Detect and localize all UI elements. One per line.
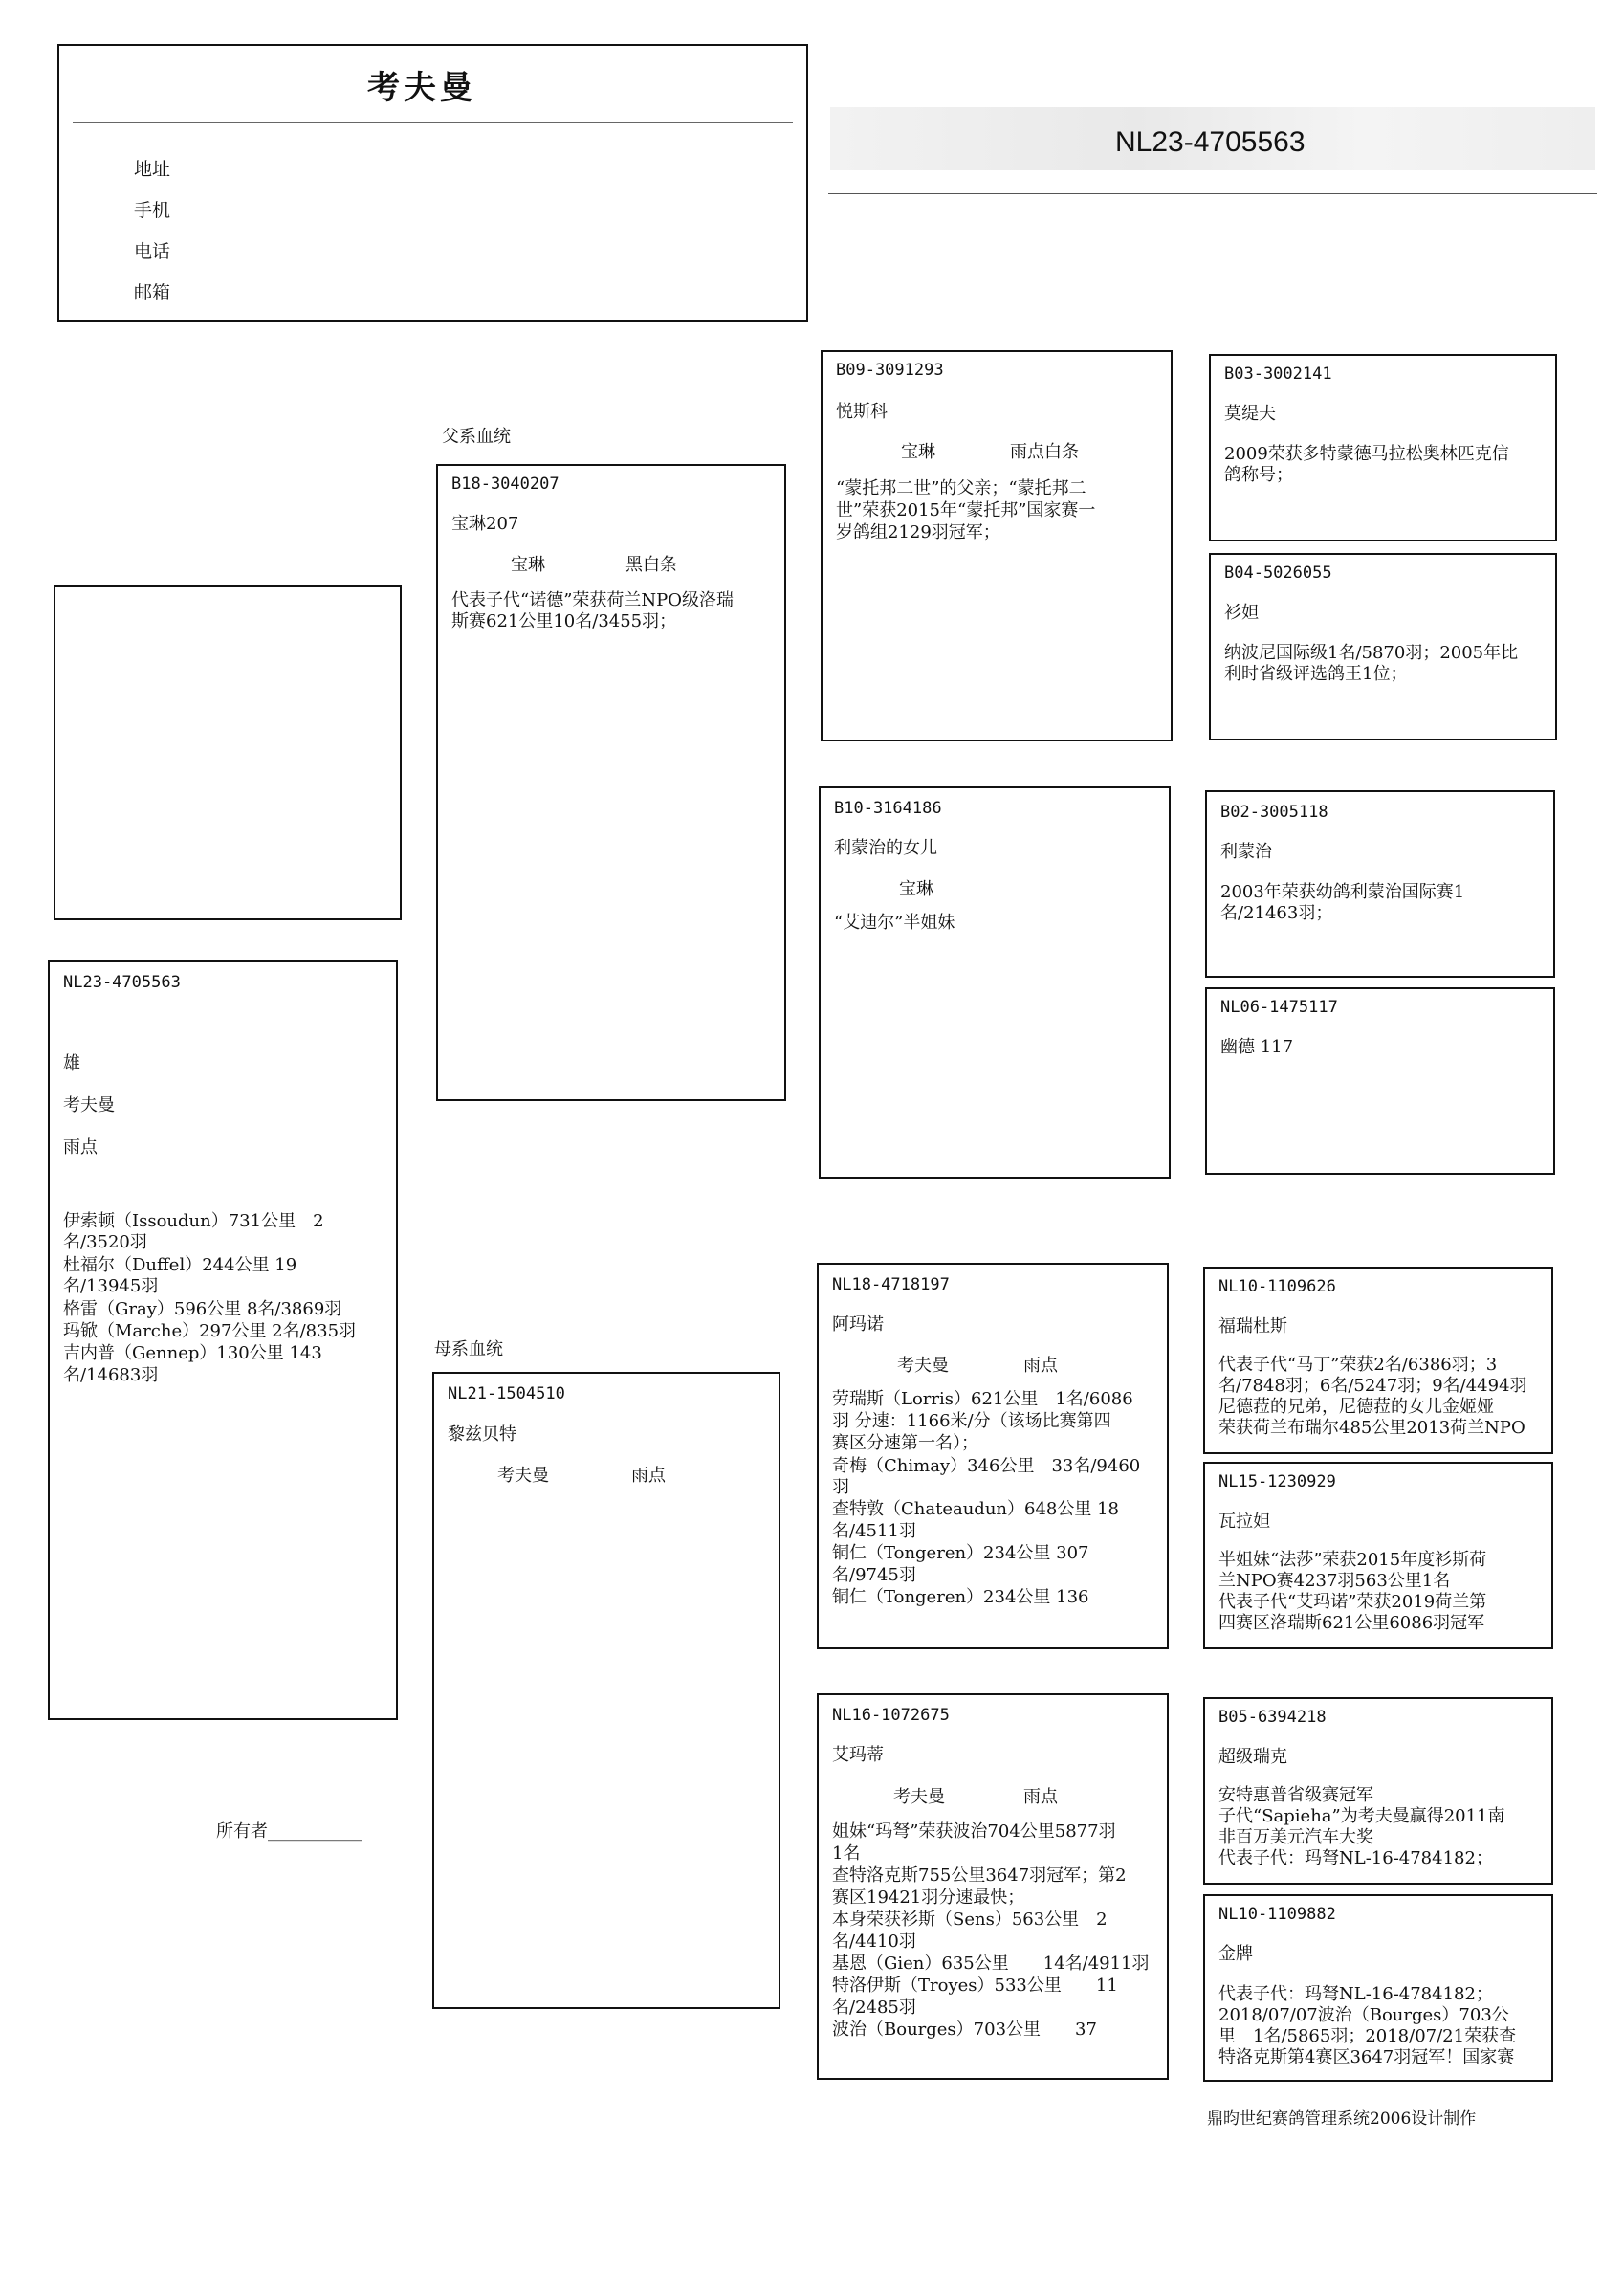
email-label: 邮箱 bbox=[134, 282, 171, 303]
result-line: 玛锨（Marche）297公里 2名/835羽 bbox=[63, 1321, 357, 1341]
subject-ring: NL23-4705563 bbox=[63, 973, 181, 992]
ggp-ring: B02-3005118 bbox=[1220, 803, 1328, 822]
dam-sire-card bbox=[817, 1263, 1169, 1649]
gp-note: 姐妹“玛弩”荣获波治704公里5877羽 bbox=[832, 1821, 1116, 1842]
ggp-card bbox=[1209, 553, 1557, 740]
result-line: 名/14683羽 bbox=[63, 1365, 159, 1385]
result-line: 杜福尔（Duffel）244公里 19 bbox=[63, 1255, 297, 1275]
gp-name: 阿玛诺 bbox=[832, 1314, 884, 1335]
gp-strain: 宝琳 bbox=[901, 442, 935, 462]
sire-color: 黑白条 bbox=[625, 555, 677, 575]
gp-ring: NL18-4718197 bbox=[832, 1275, 950, 1294]
ggp-card bbox=[1205, 987, 1555, 1175]
ring-number-rule bbox=[828, 193, 1597, 194]
gp-note: “蒙托邦二世”的父亲；“蒙托邦二 bbox=[836, 478, 1086, 498]
result-line: 格雷（Gray）596公里 8名/3869羽 bbox=[63, 1299, 342, 1319]
subject-color: 雨点 bbox=[63, 1137, 98, 1158]
ggp-card bbox=[1205, 790, 1555, 978]
subject-name: 考夫曼 bbox=[63, 1095, 115, 1115]
gp-note: “艾迪尔”半姐妹 bbox=[834, 913, 955, 933]
footer-credit: 鼎昀世纪赛鸽管理系统2006设计制作 bbox=[1207, 2109, 1477, 2129]
ggp-note: 代表子代：玛弩NL-16-4784182； bbox=[1218, 1984, 1493, 2004]
ggp-note: 名/21463羽； bbox=[1220, 903, 1333, 923]
subject-sex: 雄 bbox=[63, 1053, 80, 1073]
gp-note: 查特敦（Chateaudun）648公里 18 bbox=[832, 1499, 1119, 1519]
gp-note: 铜仁（Tongeren）234公里 307 bbox=[832, 1543, 1089, 1563]
gp-name: 艾玛蒂 bbox=[832, 1745, 884, 1765]
ggp-ring: NL10-1109882 bbox=[1218, 1905, 1336, 1924]
gp-ring: B10-3164186 bbox=[834, 799, 942, 818]
ggp-ring: NL06-1475117 bbox=[1220, 998, 1338, 1017]
ggp-note: 四赛区洛瑞斯621公里6086羽冠军 bbox=[1218, 1613, 1485, 1633]
result-line: 名/13945羽 bbox=[63, 1276, 159, 1296]
gp-note: 奇梅（Chimay）346公里 33名/9460 bbox=[832, 1456, 1141, 1476]
ggp-name: 衫妲 bbox=[1224, 603, 1259, 623]
gp-note: 赛区分速第一名）； bbox=[832, 1433, 978, 1453]
ggp-note: 名/7848羽；6名/5247羽；9名/4494羽 bbox=[1218, 1376, 1527, 1396]
ggp-note: 尼德菈的兄弟，尼德菈的女儿金姬娅 bbox=[1218, 1397, 1494, 1417]
gp-note: 查特洛克斯755公里3647羽冠军；第2 bbox=[832, 1866, 1127, 1886]
ggp-ring: B03-3002141 bbox=[1224, 364, 1332, 384]
ggp-name: 瓦拉妲 bbox=[1218, 1512, 1270, 1532]
gp-note: 羽 bbox=[832, 1477, 849, 1497]
gp-color: 雨点 bbox=[1023, 1356, 1058, 1376]
ggp-note: 2003年荣获幼鸽利蒙治国际赛1 bbox=[1220, 882, 1465, 902]
gp-ring: B09-3091293 bbox=[836, 361, 944, 380]
result-line: 名/3520羽 bbox=[63, 1232, 147, 1252]
ring-number-title: NL23-4705563 bbox=[1115, 126, 1306, 158]
ggp-ring: NL10-1109626 bbox=[1218, 1277, 1336, 1296]
ggp-card bbox=[1203, 1462, 1553, 1649]
ggp-card bbox=[1203, 1894, 1553, 2082]
gp-note: 岁鸽组2129羽冠军； bbox=[836, 522, 1000, 542]
ggp-note: 2009荣获多特蒙德马拉松奥林匹克信 bbox=[1224, 444, 1509, 464]
dam-strain: 考夫曼 bbox=[497, 1466, 549, 1486]
gp-note: 波治（Bourges）703公里 37 bbox=[832, 2020, 1097, 2040]
dam-card bbox=[432, 1372, 780, 2009]
ggp-note: 鸽称号； bbox=[1224, 465, 1293, 485]
ggp-note: 代表子代：玛弩NL-16-4784182； bbox=[1218, 1848, 1493, 1868]
sire-note: 斯赛621公里10名/3455羽； bbox=[451, 611, 677, 631]
sire-name: 宝琳207 bbox=[451, 514, 519, 534]
ggp-note: 子代“Sapieha”为考夫曼赢得2011南 bbox=[1218, 1806, 1505, 1826]
sire-line-label: 父系血统 bbox=[442, 427, 511, 447]
result-line: 伊索顿（Issoudun）731公里 2 bbox=[63, 1211, 324, 1231]
gp-strain: 宝琳 bbox=[899, 879, 933, 899]
gp-color: 雨点 bbox=[1023, 1787, 1058, 1807]
breeder-name: 考夫曼 bbox=[367, 69, 476, 107]
ggp-name: 幽德 117 bbox=[1220, 1037, 1294, 1057]
ggp-name: 利蒙治 bbox=[1220, 842, 1272, 862]
ggp-note: 2018/07/07波治（Bourges）703公 bbox=[1218, 2005, 1509, 2025]
ggp-note: 代表子代“马丁”荣获2名/6386羽；3 bbox=[1218, 1355, 1498, 1375]
dam-name: 黎兹贝特 bbox=[448, 1424, 516, 1445]
mobile-label: 手机 bbox=[134, 200, 171, 221]
gp-color: 雨点白条 bbox=[1010, 442, 1079, 462]
ggp-note: 安特惠普省级赛冠军 bbox=[1218, 1785, 1373, 1805]
sire-strain: 宝琳 bbox=[511, 555, 545, 575]
gp-note: 名/4410羽 bbox=[832, 1932, 916, 1952]
dam-color: 雨点 bbox=[631, 1466, 666, 1486]
owner-label: 所有者___________ bbox=[216, 1821, 362, 1842]
ggp-note: 里 1名/5865羽；2018/07/21荣获查 bbox=[1218, 2026, 1517, 2046]
gp-note: 名/4511羽 bbox=[832, 1521, 916, 1541]
ggp-name: 超级瑞克 bbox=[1218, 1747, 1287, 1767]
sire-card bbox=[436, 464, 786, 1101]
address-label: 地址 bbox=[134, 159, 171, 180]
phone-label: 电话 bbox=[134, 241, 171, 262]
sire-note: 代表子代“诺德”荣获荷兰NPO级洛瑞 bbox=[451, 590, 735, 610]
ggp-note: 纳波尼国际级1名/5870羽；2005年比 bbox=[1224, 643, 1519, 663]
ggp-note: 兰NPO赛4237羽563公里1名 bbox=[1218, 1571, 1451, 1591]
sire-ring: B18-3040207 bbox=[451, 475, 560, 494]
gp-note: 本身荣获衫斯（Sens）563公里 2 bbox=[832, 1910, 1108, 1930]
ggp-note: 代表子代“艾玛诺”荣获2019荷兰第 bbox=[1218, 1592, 1487, 1612]
gp-note: 世”荣获2015年“蒙托邦”国家赛一 bbox=[836, 500, 1096, 520]
ggp-card bbox=[1203, 1697, 1553, 1885]
ggp-name: 金牌 bbox=[1218, 1944, 1253, 1964]
gp-note: 劳瑞斯（Lorris）621公里 1名/6086 bbox=[832, 1389, 1133, 1409]
gp-name: 悦斯科 bbox=[836, 402, 888, 422]
gp-note: 基恩（Gien）635公里 14名/4911羽 bbox=[832, 1954, 1150, 1974]
ggp-note: 非百万美元汽车大奖 bbox=[1218, 1827, 1373, 1847]
gp-ring: NL16-1072675 bbox=[832, 1706, 950, 1725]
gp-strain: 考夫曼 bbox=[897, 1356, 949, 1376]
gp-note: 名/2485羽 bbox=[832, 1998, 916, 2018]
gp-note: 赛区19421羽分速最快； bbox=[832, 1888, 1025, 1908]
gp-note: 羽 分速：1166米/分（该场比赛第四 bbox=[832, 1411, 1111, 1431]
ggp-ring: B04-5026055 bbox=[1224, 563, 1332, 583]
ggp-card bbox=[1203, 1267, 1553, 1454]
sire-sire-card bbox=[821, 350, 1173, 741]
dam-line-label: 母系血统 bbox=[434, 1339, 503, 1359]
ggp-card bbox=[1209, 354, 1557, 541]
dam-ring: NL21-1504510 bbox=[448, 1384, 565, 1403]
ggp-ring: NL15-1230929 bbox=[1218, 1472, 1336, 1491]
sire-dam-card bbox=[819, 786, 1171, 1179]
gp-note: 铜仁（Tongeren）234公里 136 bbox=[832, 1587, 1089, 1607]
card-divider bbox=[73, 122, 793, 123]
dam-dam-card bbox=[817, 1693, 1169, 2080]
ggp-ring: B05-6394218 bbox=[1218, 1708, 1327, 1727]
ggp-note: 特洛克斯第4赛区3647羽冠军！国家赛 bbox=[1218, 2047, 1515, 2067]
gp-strain: 考夫曼 bbox=[893, 1787, 945, 1807]
ggp-note: 半姐妹“法莎”荣获2015年度衫斯荷 bbox=[1218, 1550, 1487, 1570]
ggp-name: 莫缇夫 bbox=[1224, 404, 1276, 424]
ggp-note: 荣获荷兰布瑞尔485公里2013荷兰NPO bbox=[1218, 1418, 1525, 1438]
subject-card bbox=[48, 960, 398, 1720]
gp-name: 利蒙治的女儿 bbox=[834, 838, 937, 858]
ggp-name: 福瑞杜斯 bbox=[1218, 1316, 1287, 1336]
gp-note: 名/9745羽 bbox=[832, 1565, 916, 1585]
photo-placeholder bbox=[54, 585, 402, 920]
gp-note: 特洛伊斯（Troyes）533公里 11 bbox=[832, 1976, 1118, 1996]
ggp-note: 利时省级评选鸽王1位； bbox=[1224, 664, 1408, 684]
result-line: 吉内普（Gennep）130公里 143 bbox=[63, 1343, 322, 1363]
gp-note: 1名 bbox=[832, 1843, 861, 1864]
breeder-card bbox=[57, 44, 808, 322]
